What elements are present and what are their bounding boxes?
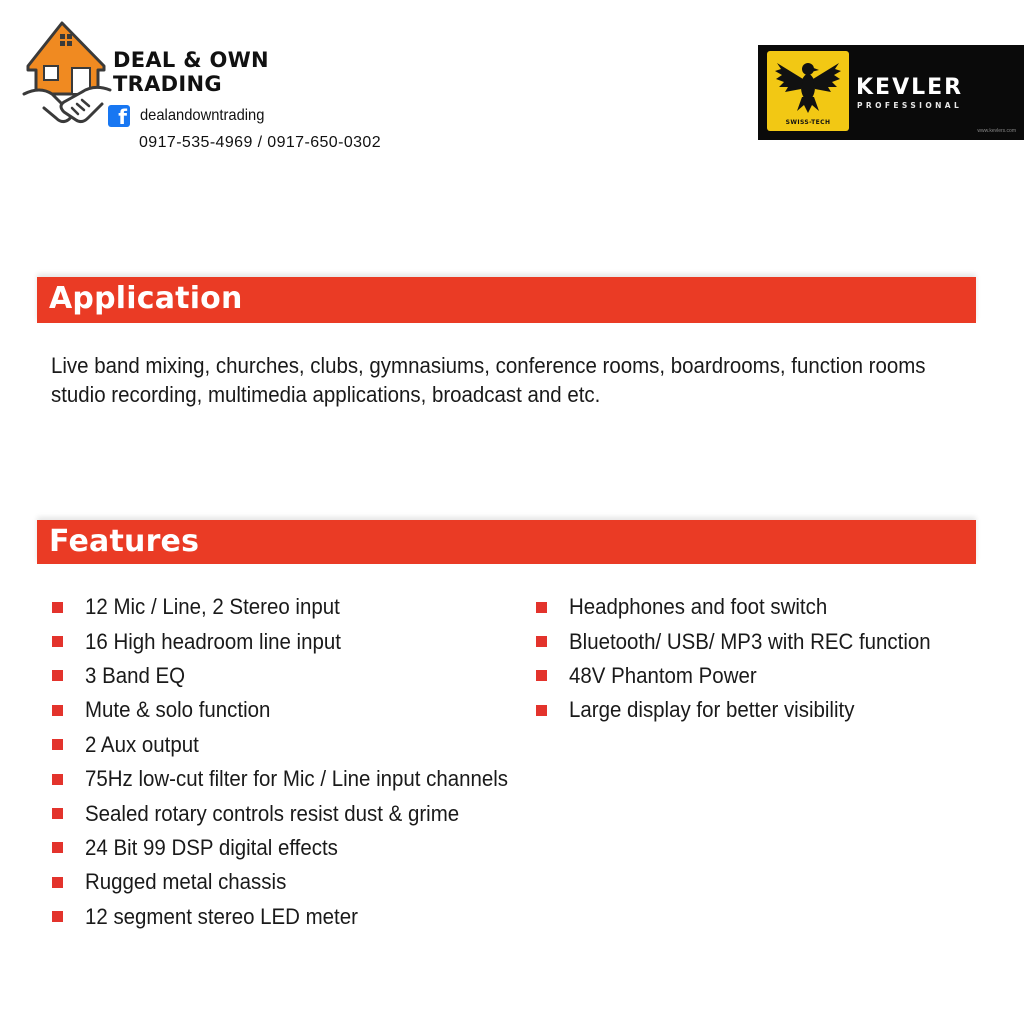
bullet-icon <box>52 877 63 888</box>
bullet-icon <box>52 842 63 853</box>
brand-badge-text: SWISS-TECH <box>785 119 831 126</box>
seller-phone: 0917-535-4969 / 0917-650-0302 <box>139 134 382 151</box>
feature-item <box>52 693 540 727</box>
facebook-handle: dealandowntrading <box>140 107 265 124</box>
feature-text: 75Hz low-cut filter for Mic / Line input channels <box>85 766 509 792</box>
bullet-icon <box>52 911 63 922</box>
bullet-icon <box>52 808 63 819</box>
features-list-right <box>536 590 958 728</box>
application-header-bar <box>37 277 976 323</box>
brand-url: www.kevlers.com <box>977 128 1016 134</box>
feature-text: 24 Bit 99 DSP digital effects <box>85 834 338 860</box>
bullet-icon <box>52 636 63 647</box>
facebook-icon: f <box>108 105 130 127</box>
bullet-icon <box>536 705 547 716</box>
features-header-bar <box>37 520 976 564</box>
feature-text: 48V Phantom Power <box>569 662 757 688</box>
seller-name <box>113 48 269 96</box>
feature-item <box>52 728 540 762</box>
feature-item <box>536 659 958 693</box>
feature-item <box>52 831 540 865</box>
facebook-link[interactable] <box>108 104 275 128</box>
brand-name: KEVLER <box>856 75 964 100</box>
bullet-icon <box>52 739 63 750</box>
bullet-icon <box>536 670 547 681</box>
feature-text: Mute & solo function <box>85 697 271 723</box>
application-line: studio recording, multimedia applications, broadcast and etc. <box>51 382 601 407</box>
feature-item <box>536 693 958 727</box>
bullet-icon <box>52 670 63 681</box>
feature-text: 2 Aux output <box>85 731 199 757</box>
feature-text: 3 Band EQ <box>85 662 186 688</box>
application-title: Application <box>49 281 243 316</box>
brand-logo <box>758 45 1024 140</box>
feature-item <box>52 590 540 624</box>
brand-badge <box>767 51 849 131</box>
feature-text: 12 Mic / Line, 2 Stereo input <box>85 594 340 620</box>
feature-item <box>52 659 540 693</box>
seller-logo <box>22 20 112 128</box>
feature-text: Large display for better visibility <box>569 697 855 723</box>
feature-item <box>52 762 540 796</box>
house-handshake-icon <box>22 20 112 128</box>
feature-text: Headphones and foot switch <box>569 594 828 620</box>
application-description <box>51 351 926 409</box>
feature-item <box>52 865 540 899</box>
application-line: Live band mixing, churches, clubs, gymnasiums, conference rooms, boardrooms, function rooms <box>51 353 926 378</box>
feature-text: 16 High headroom line input <box>85 628 341 654</box>
feature-text: 12 segment stereo LED meter <box>85 903 358 929</box>
feature-text: Sealed rotary controls resist dust & grime <box>85 800 460 826</box>
brand-tagline: PROFESSIONAL <box>857 101 963 110</box>
bullet-icon <box>52 602 63 613</box>
feature-text: Rugged metal chassis <box>85 869 287 895</box>
features-title: Features <box>49 524 200 559</box>
feature-item <box>52 796 540 830</box>
feature-item <box>52 900 540 934</box>
bullet-icon <box>536 602 547 613</box>
feature-text: Bluetooth/ USB/ MP3 with REC function <box>569 628 931 654</box>
seller-name-line2: TRADING <box>113 72 222 96</box>
eagle-icon <box>773 55 843 115</box>
bullet-icon <box>536 636 547 647</box>
feature-item <box>52 624 540 658</box>
features-list-left <box>52 590 540 934</box>
bullet-icon <box>52 774 63 785</box>
feature-item <box>536 590 958 624</box>
seller-name-line1: DEAL & OWN <box>113 48 269 72</box>
bullet-icon <box>52 705 63 716</box>
feature-item <box>536 624 958 658</box>
